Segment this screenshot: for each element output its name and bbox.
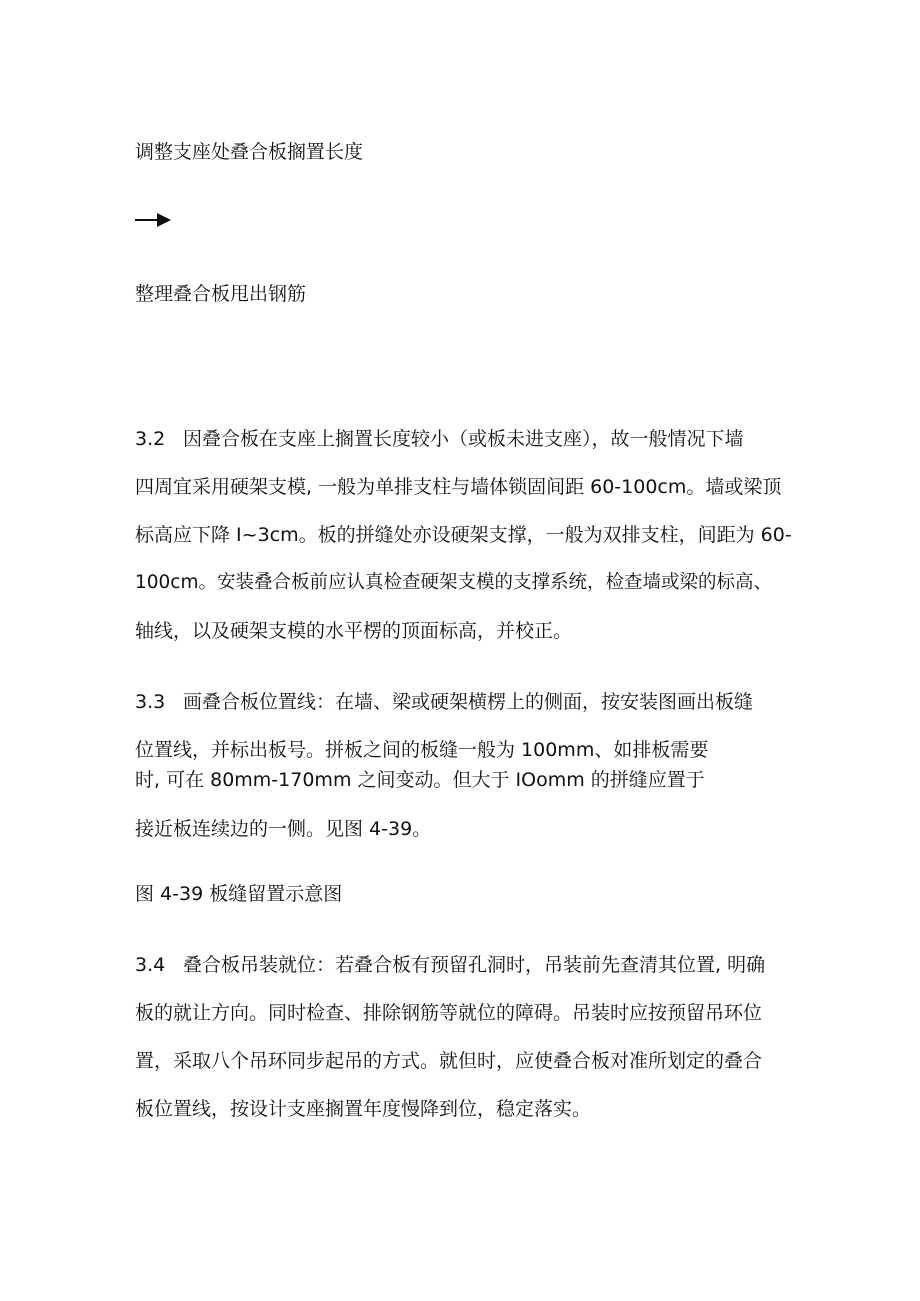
section-3-2-line-1: 3.2 因叠合板在支座上搁置长度较小（或板未进支座），故一般情况下墙 xyxy=(135,428,744,450)
section-3-4-line-3: 置，采取八个吊环同步起吊的方式。就但时，应使叠合板对准所划定的叠合 xyxy=(135,1050,763,1072)
section-3-3-line-4: 接近板连续边的一侧。见图 4-39。 xyxy=(135,818,432,840)
section-3-3-line-2: 位置线，并标出板号。拼板之间的板缝一般为 100mm、如排板需要 xyxy=(135,739,709,761)
section-number: 3.3 xyxy=(135,691,166,713)
arrow-right-icon xyxy=(135,210,173,230)
section-3-2-line-2: 四周宜采用硬架支模, 一般为单排支柱与墙体锁固间距 60-100cm。墙或梁顶 xyxy=(135,476,782,498)
flow-step-arrange-rebar: 整理叠合板甩出钢筋 xyxy=(135,283,307,305)
section-number: 3.4 xyxy=(135,954,166,976)
section-3-3-line-1: 3.3 画叠合板位置线：在墙、梁或硬架横楞上的侧面，按安装图画出板缝 xyxy=(135,691,754,713)
figure-caption: 图 4-39 板缝留置示意图 xyxy=(135,883,343,905)
section-3-2-line-4: 100cm。安装叠合板前应认真检查硬架支模的支撑系统，检查墙或梁的标高、 xyxy=(135,572,773,593)
section-number: 3.2 xyxy=(135,428,166,450)
section-3-4-line-4: 板位置线，按设计支座搁置年度慢降到位，稳定落实。 xyxy=(135,1098,592,1120)
section-3-2-line-5: 轴线，以及硬架支模的水平楞的顶面标高，并校正。 xyxy=(135,620,573,642)
section-3-4-line-2: 板的就让方向。同时检查、排除钢筋等就位的障碍。吊装时应按预留吊环位 xyxy=(135,1002,763,1024)
section-3-4-line-1: 3.4 叠合板吊装就位：若叠合板有预留孔洞时，吊装前先查清其位置, 明确 xyxy=(135,954,766,976)
flow-step-adjust-bearing-length: 调整支座处叠合板搁置长度 xyxy=(135,141,364,163)
section-3-2-line-3: 标高应下降 I~3cm。板的拼缝处亦设硬架支撑，一般为双排支柱，间距为 60- xyxy=(135,524,792,546)
section-3-3-line-3: 时, 可在 80mm-170mm 之间变动。但大于 IOomm 的拼缝应置于 xyxy=(135,769,705,791)
